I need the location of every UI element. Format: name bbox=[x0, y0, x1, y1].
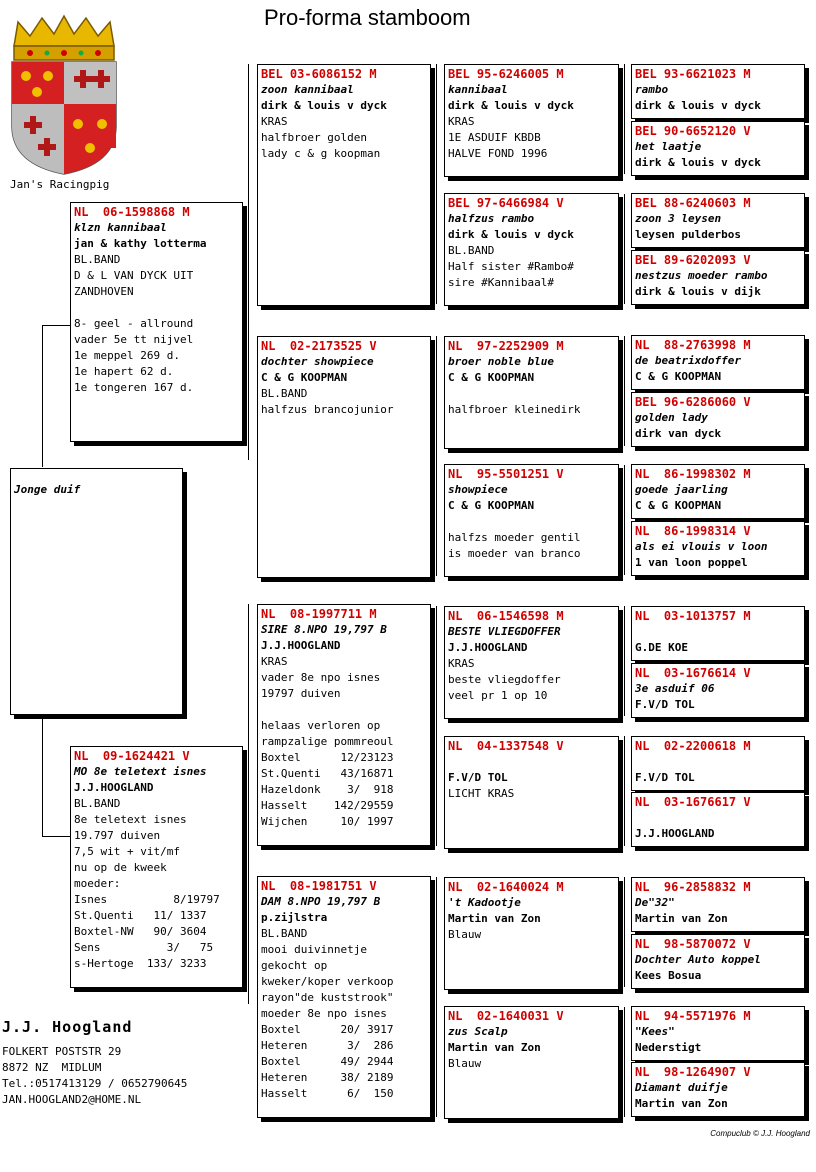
connector-line bbox=[436, 336, 437, 576]
owner-name: F.V/D TOL bbox=[448, 771, 508, 784]
gggp-card[interactable] bbox=[631, 392, 805, 447]
info-line bbox=[261, 702, 427, 718]
info-line: halfbroer golden bbox=[261, 131, 367, 144]
info-line: 8e teletext isnes bbox=[74, 813, 187, 826]
info-line: 1e tongeren 167 d. bbox=[74, 381, 194, 394]
connector-line bbox=[624, 606, 625, 716]
owner-name: C & G KOOPMAN bbox=[261, 371, 348, 384]
pigeon-name: MO 8e teletext isnes bbox=[74, 765, 207, 778]
info-line: Heteren 3/ 286 bbox=[261, 1039, 394, 1052]
pigeon-name: dochter showpiece bbox=[261, 355, 374, 368]
gggp-card[interactable] bbox=[631, 1062, 805, 1117]
ring-number: NL 09-1624421 V bbox=[74, 749, 190, 763]
ring-number: NL 04-1337548 V bbox=[448, 739, 564, 753]
ring-number: NL 06-1546598 M bbox=[448, 609, 564, 623]
owner-phone: Tel.:0517413129 / 0652790645 bbox=[2, 1077, 188, 1090]
owner-name: dirk & louis v dyck bbox=[261, 99, 387, 112]
ggp-card[interactable] bbox=[444, 464, 619, 577]
ring-number: NL 86-1998302 M bbox=[635, 467, 751, 481]
ring-number: NL 98-1264907 V bbox=[635, 1065, 751, 1079]
connector-line bbox=[42, 325, 72, 326]
pigeon-name: DAM 8.NPO 19,797 B bbox=[261, 895, 381, 908]
info-line: LICHT KRAS bbox=[448, 787, 515, 800]
ring-number: NL 08-1981751 V bbox=[261, 879, 377, 893]
gggp-card[interactable] bbox=[631, 193, 805, 248]
pigeon-name: als ei vlouis v loon bbox=[635, 540, 768, 553]
pigeon-name: 3e asduif 06 bbox=[635, 682, 715, 695]
ggp-card[interactable] bbox=[444, 877, 619, 990]
pigeon-name: kannibaal bbox=[448, 83, 508, 96]
connector-line bbox=[624, 877, 625, 987]
ring-number: NL 96-2858832 M bbox=[635, 880, 751, 894]
info-line: 19.797 duiven bbox=[74, 829, 161, 842]
pigeon-name bbox=[448, 754, 615, 770]
pigeon-name: De"32" bbox=[635, 896, 675, 909]
connector-line bbox=[42, 325, 43, 467]
ring-number: BEL 97-6466984 V bbox=[448, 196, 564, 210]
pigeon-name bbox=[635, 810, 801, 826]
pigeon-name bbox=[635, 754, 801, 770]
ggp-card[interactable] bbox=[444, 1006, 619, 1119]
ring-number: NL 03-1676614 V bbox=[635, 666, 751, 680]
pigeon-name: rambo bbox=[635, 83, 669, 96]
info-line: 8- geel - allround bbox=[74, 317, 194, 330]
pigeon-name: zoon 3 leysen bbox=[635, 212, 722, 225]
ring-number: NL 08-1997711 M bbox=[261, 607, 377, 621]
ring-number: BEL 90-6652120 V bbox=[635, 124, 751, 138]
info-line: halfzs moeder gentil bbox=[448, 531, 581, 544]
connector-line bbox=[248, 604, 249, 1004]
owner-name: J.J. Hoogland bbox=[2, 1018, 133, 1036]
owner-name: dirk & louis v dyck bbox=[635, 156, 761, 169]
pigeon-name: showpiece bbox=[448, 483, 508, 496]
owner-name: C & G KOOPMAN bbox=[635, 499, 722, 512]
connector-line bbox=[42, 716, 43, 836]
owner-name: dirk & louis v dyck bbox=[635, 99, 761, 112]
ring-number: BEL 88-6240603 M bbox=[635, 196, 751, 210]
subject-card[interactable] bbox=[10, 468, 183, 715]
owner-name: Martin van Zon bbox=[635, 912, 728, 925]
info-line bbox=[448, 514, 615, 530]
connector-line bbox=[624, 465, 625, 575]
owner-name: C & G KOOPMAN bbox=[448, 499, 535, 512]
gggp-card[interactable] bbox=[631, 663, 805, 718]
gggp-card[interactable] bbox=[631, 64, 805, 119]
pigeon-name: de beatrixdoffer bbox=[635, 354, 741, 367]
connector-line bbox=[624, 64, 625, 174]
owner-name: dirk van dyck bbox=[635, 427, 722, 440]
owner-name: Martin van Zon bbox=[448, 1041, 541, 1054]
owner-name: F.V/D TOL bbox=[635, 698, 695, 711]
pigeon-name: goede jaarling bbox=[635, 483, 728, 496]
pigeon-name: 't Kadootje bbox=[448, 896, 521, 909]
page-title: Pro-forma stamboom bbox=[264, 5, 471, 30]
gggp-card[interactable] bbox=[631, 736, 805, 791]
info-line: Blauw bbox=[448, 928, 482, 941]
ring-number: NL 97-2252909 M bbox=[448, 339, 564, 353]
info-line: St.Quenti 11/ 1337 bbox=[74, 909, 207, 922]
owner-name: jan & kathy lotterma bbox=[74, 237, 207, 250]
pigeon-name: zoon kannibaal bbox=[261, 83, 354, 96]
info-line: D & L VAN DYCK UIT bbox=[74, 269, 194, 282]
pigeon-name: SIRE 8.NPO 19,797 B bbox=[261, 623, 387, 636]
owner-name: Martin van Zon bbox=[448, 912, 541, 925]
info-line: moeder 8e npo isnes bbox=[261, 1007, 387, 1020]
info-line: Heteren 38/ 2189 bbox=[261, 1071, 394, 1084]
info-line: rayon"de kuststrook" bbox=[261, 991, 394, 1004]
ring-number: BEL 03-6086152 M bbox=[261, 67, 377, 81]
ggp-card[interactable] bbox=[444, 606, 619, 719]
info-line: helaas verloren op bbox=[261, 719, 381, 732]
info-line: HALVE FOND 1996 bbox=[448, 147, 548, 160]
gggp-card[interactable] bbox=[631, 121, 805, 176]
owner-name: J.J.HOOGLAND bbox=[448, 641, 528, 654]
info-line: BL.BAND bbox=[74, 797, 121, 810]
info-line: BL.BAND bbox=[74, 253, 121, 266]
info-line: BL.BAND bbox=[261, 387, 308, 400]
connector-line bbox=[624, 736, 625, 846]
owner-name: J.J.HOOGLAND bbox=[635, 827, 715, 840]
info-line: BL.BAND bbox=[261, 927, 308, 940]
ring-number: NL 02-1640031 V bbox=[448, 1009, 564, 1023]
pigeon-name: zus Scalp bbox=[448, 1025, 508, 1038]
info-line: Blauw bbox=[448, 1057, 482, 1070]
pigeon-name: Jonge duif bbox=[14, 483, 81, 496]
ring-number: BEL 95-6246005 M bbox=[448, 67, 564, 81]
gggp-card[interactable] bbox=[631, 464, 805, 519]
connector-line bbox=[42, 836, 72, 837]
ring-number: NL 95-5501251 V bbox=[448, 467, 564, 481]
pigeon-name: klzn kannibaal bbox=[74, 221, 167, 234]
pigeon-name: "Kees" bbox=[635, 1025, 675, 1038]
ring-number: NL 98-5870072 V bbox=[635, 937, 751, 951]
owner-email: JAN.HOOGLAND2@HOME.NL bbox=[2, 1093, 142, 1106]
coat-of-arms-logo bbox=[8, 14, 120, 176]
info-line: 7,5 wit + vit/mf bbox=[74, 845, 180, 858]
info-line: Boxtel-NW 90/ 3604 bbox=[74, 925, 207, 938]
info-line: nu op de kweek bbox=[74, 861, 167, 874]
ring-number: NL 02-1640024 M bbox=[448, 880, 564, 894]
ring-number: BEL 96-6286060 V bbox=[635, 395, 751, 409]
info-line: beste vliegdoffer bbox=[448, 673, 561, 686]
ggp-card[interactable] bbox=[444, 736, 619, 849]
info-line: Half sister #Rambo# bbox=[448, 260, 574, 273]
info-line: is moeder van branco bbox=[448, 547, 581, 560]
owner-name: C & G KOOPMAN bbox=[635, 370, 722, 383]
connector-line bbox=[436, 64, 437, 304]
gggp-card[interactable] bbox=[631, 250, 805, 305]
ring-number: NL 02-2200618 M bbox=[635, 739, 751, 753]
connector-line bbox=[436, 606, 437, 846]
info-line: Hazeldonk 3/ 918 bbox=[261, 783, 394, 796]
crest-caption: Jan's Racingpig bbox=[10, 178, 110, 191]
pigeon-name: BESTE VLIEGDOFFER bbox=[448, 625, 561, 638]
ring-number: NL 03-1676617 V bbox=[635, 795, 751, 809]
owner-name: J.J.HOOGLAND bbox=[261, 639, 341, 652]
info-line bbox=[448, 386, 615, 402]
ring-number: NL 94-5571976 M bbox=[635, 1009, 751, 1023]
owner-name: Kees Bosua bbox=[635, 969, 702, 982]
pigeon-name: golden lady bbox=[635, 411, 708, 424]
pigeon-name: Diamant duifje bbox=[635, 1081, 728, 1094]
info-line: 1e hapert 62 d. bbox=[74, 365, 174, 378]
crown-icon bbox=[14, 16, 114, 60]
gggp-card[interactable] bbox=[631, 934, 805, 989]
ring-number: BEL 89-6202093 V bbox=[635, 253, 751, 267]
footer-credit: Compuclub © J.J. Hoogland bbox=[710, 1129, 810, 1138]
info-line: sire #Kannibaal# bbox=[448, 276, 554, 289]
sire-card[interactable] bbox=[70, 202, 243, 442]
info-line: St.Quenti 43/16871 bbox=[261, 767, 394, 780]
ring-number: BEL 93-6621023 M bbox=[635, 67, 751, 81]
info-line: Boxtel 12/23123 bbox=[261, 751, 394, 764]
owner-name: leysen pulderbos bbox=[635, 228, 741, 241]
dam-sire-card[interactable] bbox=[257, 604, 431, 846]
gggp-card[interactable] bbox=[631, 606, 805, 661]
ggp-card[interactable] bbox=[444, 193, 619, 306]
owner-name: Nederstigt bbox=[635, 1041, 702, 1054]
info-line: halfbroer kleinedirk bbox=[448, 403, 581, 416]
pigeon-name bbox=[635, 624, 801, 640]
info-line: Boxtel 20/ 3917 bbox=[261, 1023, 394, 1036]
gggp-card[interactable] bbox=[631, 1006, 805, 1061]
connector-line bbox=[436, 877, 437, 1117]
owner-name: J.J.HOOGLAND bbox=[74, 781, 154, 794]
shield-icon bbox=[12, 62, 116, 174]
ggp-card[interactable] bbox=[444, 336, 619, 449]
connector-line bbox=[248, 64, 249, 460]
info-line: kweker/koper verkoop bbox=[261, 975, 394, 988]
pigeon-name: broer noble blue bbox=[448, 355, 554, 368]
owner-block bbox=[2, 1018, 187, 1108]
info-line: mooi duivinnetje bbox=[261, 943, 367, 956]
info-line: KRAS bbox=[448, 657, 475, 670]
info-line bbox=[74, 300, 239, 316]
ring-number: NL 02-2173525 V bbox=[261, 339, 377, 353]
info-line: KRAS bbox=[261, 655, 288, 668]
pigeon-name: Dochter Auto koppel bbox=[635, 953, 761, 966]
info-line: vader 5e tt nijvel bbox=[74, 333, 194, 346]
info-line: Isnes 8/19797 bbox=[74, 893, 220, 906]
info-line: KRAS bbox=[261, 115, 288, 128]
dam-card[interactable] bbox=[70, 746, 243, 988]
info-line: moeder: bbox=[74, 877, 121, 890]
sire-dam-card[interactable] bbox=[257, 336, 431, 578]
pigeon-name: het laatje bbox=[635, 140, 702, 153]
sire-sire-card[interactable] bbox=[257, 64, 431, 306]
ring-number: NL 03-1013757 M bbox=[635, 609, 751, 623]
dam-dam-card[interactable] bbox=[257, 876, 431, 1118]
info-line: ZANDHOVEN bbox=[74, 285, 134, 298]
info-line: Wijchen 10/ 1997 bbox=[261, 815, 394, 828]
owner-name: G.DE KOE bbox=[635, 641, 688, 654]
gggp-card[interactable] bbox=[631, 877, 805, 932]
info-line: KRAS bbox=[448, 115, 475, 128]
connector-line bbox=[624, 1007, 625, 1117]
gggp-card[interactable] bbox=[631, 521, 805, 576]
pigeon-name: halfzus rambo bbox=[448, 212, 535, 225]
connector-line bbox=[624, 194, 625, 304]
info-line: s-Hertoge 133/ 3233 bbox=[74, 957, 207, 970]
ring-number: NL 06-1598868 M bbox=[74, 205, 190, 219]
pigeon-name: nestzus moeder rambo bbox=[635, 269, 768, 282]
gggp-card[interactable] bbox=[631, 792, 805, 847]
info-line: 1E ASDUIF KBDB bbox=[448, 131, 541, 144]
info-line: veel pr 1 op 10 bbox=[448, 689, 548, 702]
owner-name: C & G KOOPMAN bbox=[448, 371, 535, 384]
info-line: Hasselt 6/ 150 bbox=[261, 1087, 394, 1100]
info-line: Sens 3/ 75 bbox=[74, 941, 214, 954]
ring-number: NL 88-2763998 M bbox=[635, 338, 751, 352]
info-line: halfzus brancojunior bbox=[261, 403, 394, 416]
owner-address-line: FOLKERT POSTSTR 29 bbox=[2, 1045, 122, 1058]
ggp-card[interactable] bbox=[444, 64, 619, 177]
info-line: rampzalige pommreoul bbox=[261, 735, 394, 748]
info-line: 19797 duiven bbox=[261, 687, 341, 700]
info-line: BL.BAND bbox=[448, 244, 495, 257]
gggp-card[interactable] bbox=[631, 335, 805, 390]
info-line: Boxtel 49/ 2944 bbox=[261, 1055, 394, 1068]
info-line: gekocht op bbox=[261, 959, 328, 972]
info-line: Hasselt 142/29559 bbox=[261, 799, 394, 812]
owner-address-line: 8872 NZ MIDLUM bbox=[2, 1061, 102, 1074]
owner-name: 1 van loon poppel bbox=[635, 556, 748, 569]
ring-number: NL 86-1998314 V bbox=[635, 524, 751, 538]
owner-name: dirk & louis v dyck bbox=[448, 228, 574, 241]
owner-name: dirk & louis v dyck bbox=[448, 99, 574, 112]
owner-name: F.V/D TOL bbox=[635, 771, 695, 784]
info-line: vader 8e npo isnes bbox=[261, 671, 381, 684]
owner-name: Martin van Zon bbox=[635, 1097, 728, 1110]
info-line: lady c & g koopman bbox=[261, 147, 381, 160]
info-line: 1e meppel 269 d. bbox=[74, 349, 180, 362]
owner-name: dirk & louis v dijk bbox=[635, 285, 761, 298]
owner-name: p.zijlstra bbox=[261, 911, 328, 924]
connector-line bbox=[624, 336, 625, 446]
